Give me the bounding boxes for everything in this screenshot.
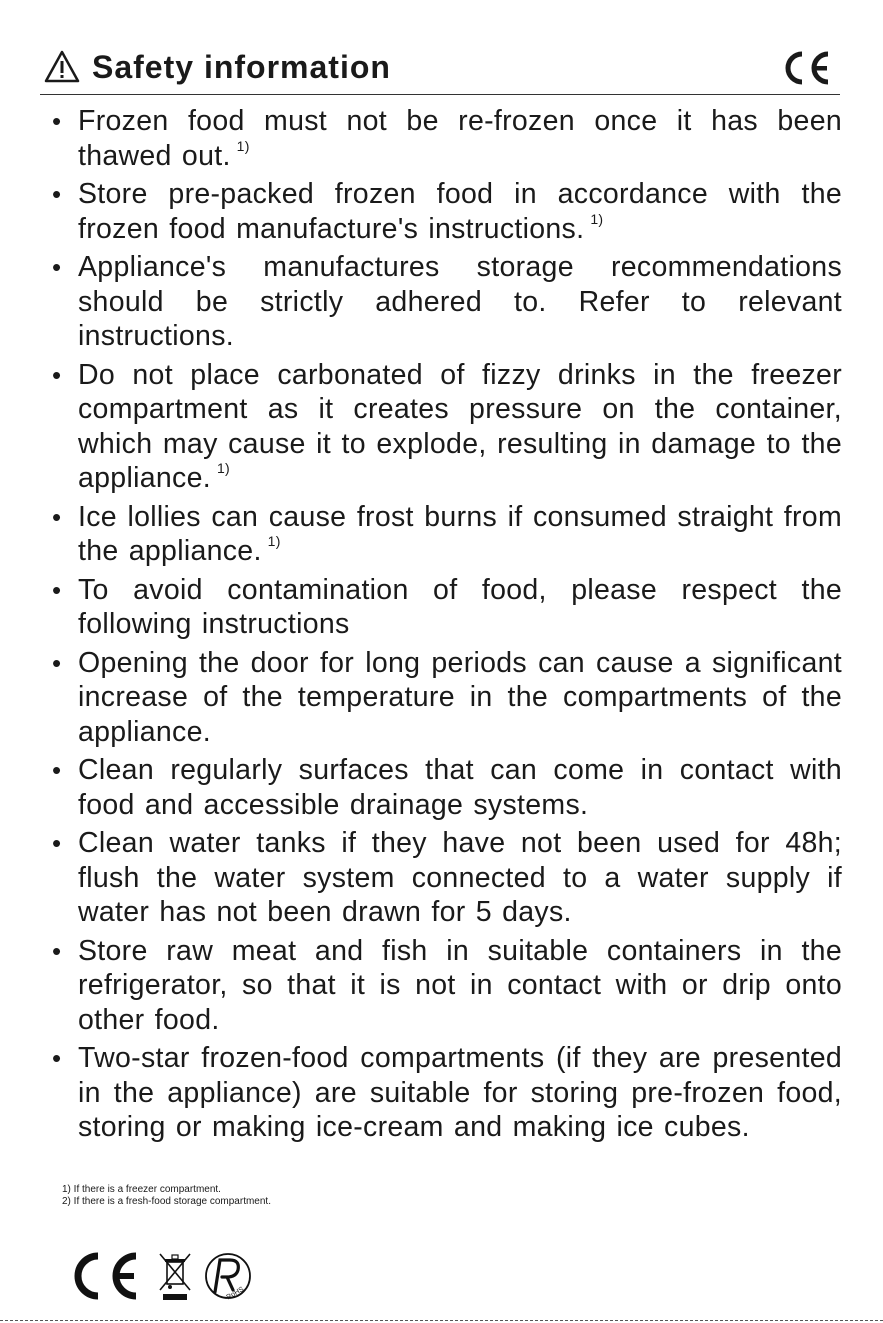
list-item [50,104,842,173]
item-body: Ice lollies can cause frost burns if consumed straight from the appliance. [78,500,842,567]
page-bottom-edge [0,1320,883,1321]
list-item-text [78,753,842,822]
crossed-bin-icon [160,1254,190,1300]
bullet: • [52,359,62,390]
list-item-text [78,358,842,496]
bullet: • [52,574,62,605]
list-item-text [78,177,842,246]
footnote-ref: 1) [216,460,230,476]
footnote-ref: 1) [590,210,604,227]
warning-triangle-icon [44,50,80,84]
footnote-2: 2) If there is a fresh-food storage compartment. [62,1196,271,1207]
list-item-text [78,826,842,930]
list-item-text [78,1041,842,1145]
item-body: Store pre-packed frozen food in accordance with the frozen food manufacture's instructions. [78,178,842,245]
bullet: • [52,106,62,136]
list-item [50,177,842,246]
footnote-ref: 1) [236,137,250,154]
item-body: To avoid contamination of food, please respect the following instructions [78,573,842,640]
list-item [50,826,842,930]
list-item [50,646,842,750]
list-item-text [78,104,842,173]
list-item [50,573,842,642]
footnote-1: 1) If there is a freezer compartment. [62,1184,221,1195]
item-body: Appliance's manufactures storage recommendations should be strictly adhered to. Refer to relevant instructions. [78,251,842,352]
rohs-icon [206,1254,250,1301]
ce-mark-icon [780,50,832,86]
item-body: Frozen food must not be re-frozen once it has been thawed out. [78,105,842,172]
item-body: Clean regularly surfaces that can come in contact with food and accessible drainage systems. [78,754,842,821]
item-body: Store raw meat and fish in suitable containers in the refrigerator, so that it is not in contact with or drip onto other food. [78,934,842,1036]
bullet: • [52,755,62,785]
item-body: Clean water tanks if they have not been used for 48h; flush the water system connected to a water supply if water has not been drawn for 5 days. [78,827,842,928]
list-item-text [78,573,842,642]
safety-list [50,104,842,1149]
bullet: • [52,647,62,678]
list-item [50,358,842,496]
list-item-text [78,250,842,354]
bullet: • [52,935,62,966]
item-body: Two-star frozen-food compartments (if they are presented in the appliance) are suitable for storing pre-frozen food, storing or making ice-cream and making ice cubes. [78,1042,842,1143]
item-body: Opening the door for long periods can cause a significant increase of the temperature in the compartments of the appliance. [78,646,842,748]
list-item-text [78,934,842,1038]
list-item [50,753,842,822]
list-item [50,934,842,1038]
footnotes [62,1184,271,1208]
rohs-label: RoHS [225,1285,246,1302]
bullet: • [52,828,62,858]
list-item [50,500,842,569]
bullet: • [52,252,62,282]
item-body: Do not place carbonated of fizzy drinks in the freezer compartment as it creates pressure on the container, which may cause it to explode, resulting in damage to the appliance. [78,358,842,494]
ce-mark-icon [78,1256,136,1296]
list-item-text [78,500,842,569]
certification-logos [70,1248,270,1304]
header-divider [40,94,840,95]
footnote-ref: 1) [267,533,281,549]
list-item-text [78,646,842,750]
page-header [40,44,840,94]
bullet: • [52,1043,62,1073]
list-item [50,250,842,354]
page-title: Safety information [92,49,391,85]
list-item [50,1041,842,1145]
bullet: • [52,179,62,209]
bullet: • [52,501,62,532]
